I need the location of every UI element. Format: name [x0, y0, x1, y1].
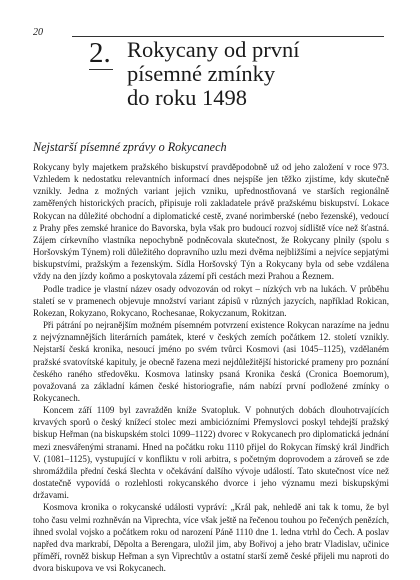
paragraph: Koncem září 1109 byl zavražděn kníže Svatopluk. V pohnutých dobách dlouhotrvajících krvavých sporů o český knížecí stolec mezi ambiciózními Přemyslovci poskyl tehdejší pražský biskup Heřman (na biskupském stolci 1099–1122) dvorec v Rokycanech pro diplomatická jednání mezi znesvářenými stranami. Hned na počátku roku 1110 přijel do Rokycan římský král Jindřich V. (1081–1125), vystupující v konfliktu v roli arbitra, s početným doprovodem a zároveň se zde shromáždila přední česká šlechta v očekávání dalšího vývoje událostí. Tato skutečnost více než dostatečně vypovídá o rozlehlosti rokycanského dvorce i jeho významu mezi biskupskými državami.: [33, 405, 389, 501]
paragraph: Při pátrání po nejranějším možném písemném potvrzení existence Rokycan narazíme na jednu z nejvýznamnějších literárních památek, které v českých zemích počátkem 12. století vznikly. Nejstarší česká kronika, nesoucí jméno po svém tvůrci Kosmovi (asi 1045–1125), vzdělaném pražské svatovítské kapitulу, je obecně řazena mezi nejdůležitější historické prameny pro poznání českého raného středověku. Kosmova latinsky psaná Kronika česká (Cronica Boemorum), považovaná za základní kámen české historiografie, nám nabízí první podložené zmínky o Rokycanech.: [33, 320, 389, 403]
paragraph: Kosmova kronika o rokycanské události vypráví: „Král pak, nehledě ani tak k tomu, že byl toho času velmi rozhněván na Viprechta, více však ještě na řečenou touhou po řečených penězích, ihned svolal vojsko a počátkem roku od narození Páně 1110 dne 1. ledna vtrhl do Čech. A poslav napřed dva markrabí, Děpolta a Berengara, uložil jim, aby Bořivoj a jeho bratr Vladislav, učinice příměří, rovněž biskup Heřman a syn Viprechtův a ostatní starší země české přijeli mu naproti do dvora biskupova ve vsi Rokycanech.: [33, 502, 389, 574]
chapter-heading: [89, 38, 299, 110]
chapter-number: 2.: [89, 37, 111, 69]
chapter-title-line: do roku 1498: [127, 85, 247, 110]
body-text: [33, 161, 389, 574]
paragraph: Rokycany byly majetkem pražského biskupství pravděpodobně už od jeho založení v roce 973. Vzhledem k nedostatku relevantních informací dnes nejspíše jen těžko zjistíme, kdy skutečně vznikly. Jedna z možných variant jejich vzniku, upřednostňovaná ve starších regionálně zaměřených historických pracích, připisuje roli zakladatele právě pražskému biskupství. Lokace Rokycan na důležité obchodní a diplomatické cestě, zvané norimberské (nebo řezenské), vedoucí z Prahy přes zemské hranice do Bavorska, byla však pro budoucí rozvoj sídliště více než šťastná. Zájem církevního vlastníka nepochybně podněcovala skutečnost, že Rokycany plnily (spolu s Horšovským Týnem) roli důležitého dopravního uzlu mezi dvěma nejbližšími a nejvíce sepjatými biskupstvími, pražským a řezenským. Sídla Horšovský Týn a Rokycany byla od sebe vzdálena vždy na den jízdy koňmo a poskytovala zázemí při cestách mezi Prahou a Řeznem.: [33, 162, 389, 282]
section-heading: Nejstarší písemné zprávy o Rokycanech: [33, 140, 227, 154]
page-number: 20: [33, 27, 43, 38]
chapter-number-rule: [89, 69, 113, 70]
paragraph: Podle tradice je vlastní název osady odvozován od rokyt – nízkých vrb na lukách. V průběhu staletí se v pramenech objevuje množství variant zápisů v různých jazycích, například Rokican, Rokezan, Rokyzano, Rokycano, Rochesanae, Rokyczanum, Rokitzan.: [33, 283, 389, 318]
chapter-title-line: písemné zmínky: [127, 61, 276, 86]
chapter-title-line: Rokycany od první: [127, 37, 300, 62]
chapter-title: [127, 38, 299, 110]
